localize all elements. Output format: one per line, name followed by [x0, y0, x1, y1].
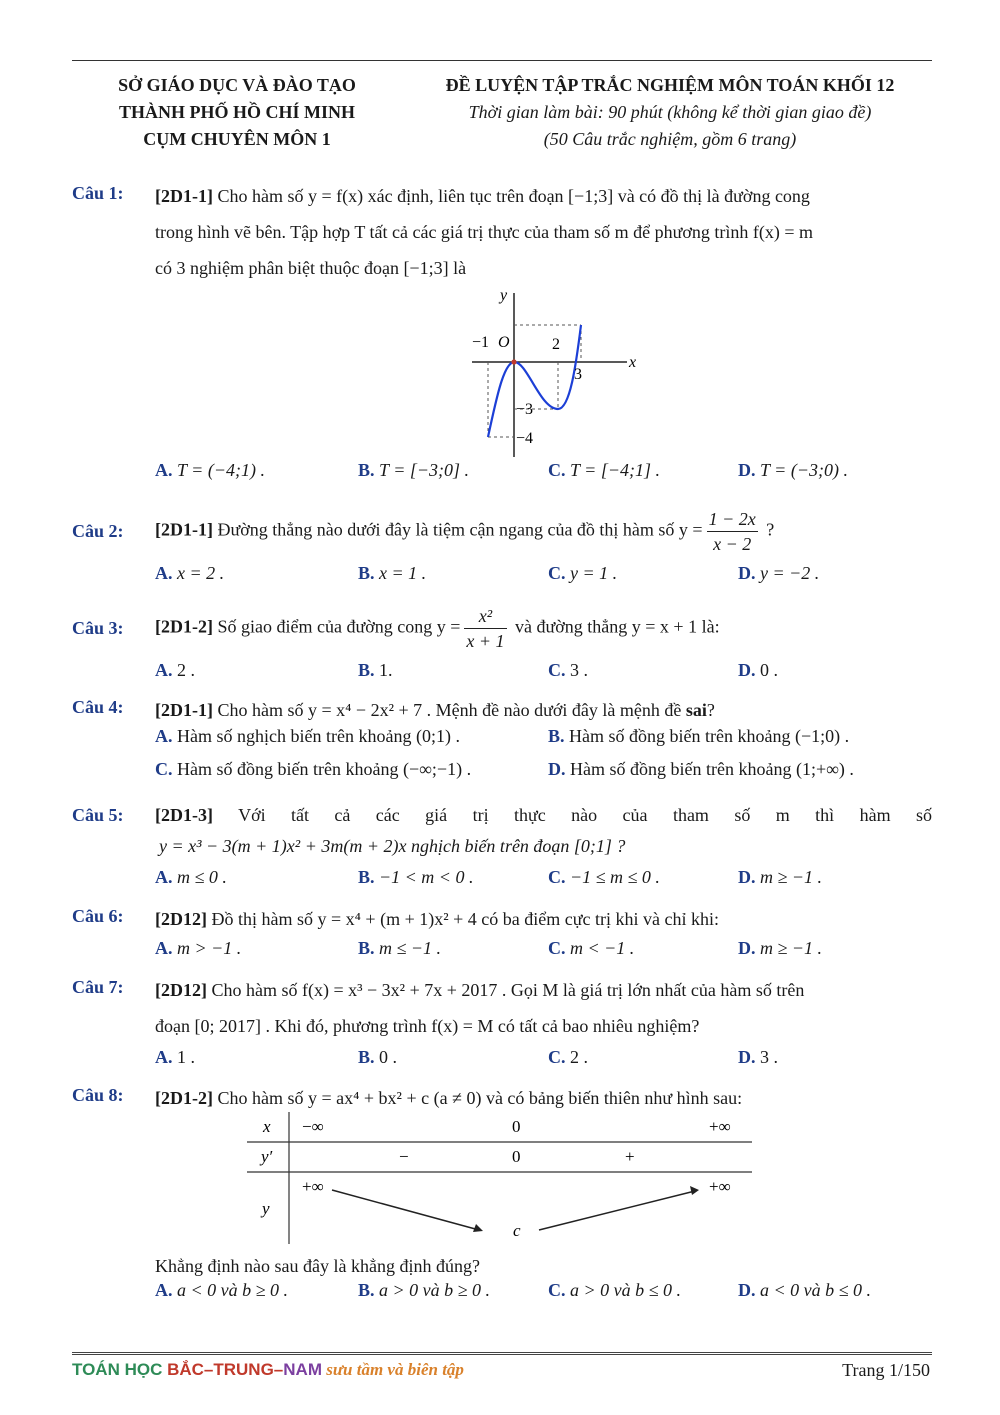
variation-table	[247, 1112, 757, 1247]
option-text: a > 0 và b ≤ 0 .	[565, 1280, 682, 1300]
option-text: x = 1 .	[374, 563, 427, 583]
option-text: Hàm số đồng biến trên khoảng (1;+∞) .	[565, 759, 854, 779]
row-label-yprime: y′	[261, 1147, 273, 1166]
y-axis-label: y	[500, 287, 508, 304]
option-letter: C.	[548, 563, 566, 583]
option-letter: A.	[155, 867, 173, 887]
option-letter: A.	[155, 563, 173, 583]
option-letter: D.	[738, 460, 756, 480]
option-row-1	[155, 726, 932, 759]
header-left	[72, 72, 402, 153]
x-axis-label: x	[629, 354, 637, 371]
option-d[interactable]	[738, 867, 822, 888]
y-val-min: c	[513, 1221, 521, 1240]
question-text	[155, 901, 932, 937]
option-text: Hàm số đồng biến trên khoảng (−∞;−1) .	[172, 759, 472, 779]
question-tail: ?	[706, 700, 715, 720]
question-text-main: Cho hàm số y = ax⁴ + bx² + c (a ≠ 0) và có bảng biến thiên như hình sau:	[212, 1088, 743, 1108]
question-number: Câu 7:	[72, 977, 124, 997]
question-number: Câu 3:	[72, 618, 124, 638]
option-letter: D.	[738, 1047, 756, 1067]
option-text: 3 .	[755, 1047, 778, 1067]
question-text-main: Cho hàm số y = x⁴ − 2x² + 7 . Mệnh đề nào dưới đây là mệnh đề	[212, 700, 686, 720]
option-letter: C.	[548, 660, 566, 680]
option-d[interactable]	[738, 1280, 871, 1301]
question-text	[155, 1080, 932, 1116]
question-line-1-text: Cho hàm số y = f(x) xác định, liên tục trên đoạn [−1;3] và có đồ thị là đường cong	[212, 186, 810, 206]
question-tag: [2D1-1]	[155, 519, 213, 540]
option-letter: C.	[155, 759, 173, 779]
emphasis-sai: sai	[685, 700, 707, 720]
x-val-zero: 0	[512, 1117, 521, 1136]
option-letter: B.	[358, 1047, 375, 1067]
option-b[interactable]	[358, 460, 469, 481]
option-letter: A.	[155, 460, 173, 480]
answer-options	[155, 726, 932, 792]
option-text: 2 .	[172, 660, 195, 680]
option-b[interactable]	[358, 1047, 397, 1068]
question-number: Câu 4:	[72, 697, 124, 717]
tick-3: 3	[574, 366, 582, 383]
option-letter: D.	[738, 660, 756, 680]
option-text: Hàm số đồng biến trên khoảng (−1;0) .	[564, 726, 850, 746]
option-letter: B.	[358, 867, 375, 887]
option-text: −1 ≤ m ≤ 0 .	[565, 867, 660, 887]
option-text: Hàm số nghịch biến trên khoảng (0;1) .	[172, 726, 460, 746]
option-text: 2 .	[565, 1047, 588, 1067]
answer-options	[155, 660, 932, 690]
option-d[interactable]	[738, 660, 778, 681]
fraction-denominator: x − 2	[713, 534, 752, 554]
question-tag: [2D1-2]	[155, 1088, 213, 1108]
decreasing-arrowhead	[473, 1224, 483, 1232]
question-3	[72, 602, 932, 687]
option-a[interactable]	[155, 1280, 288, 1301]
origin-label: O	[498, 334, 510, 351]
option-c[interactable]	[548, 660, 588, 681]
option-a[interactable]	[155, 726, 460, 747]
y-val-left: +∞	[302, 1177, 324, 1196]
option-c[interactable]	[548, 460, 660, 481]
option-letter: A.	[155, 1047, 173, 1067]
option-text: y = −2 .	[755, 563, 820, 583]
option-b[interactable]	[358, 660, 393, 681]
option-c[interactable]	[548, 938, 634, 959]
header-right	[410, 72, 930, 153]
option-letter: B.	[358, 938, 375, 958]
option-text: m < −1 .	[565, 938, 635, 958]
option-text: m ≥ −1 .	[755, 938, 823, 958]
option-b[interactable]	[358, 563, 426, 584]
option-letter: C.	[548, 1047, 566, 1067]
origin-point	[511, 359, 516, 364]
tick-neg3: −3	[516, 401, 534, 418]
y-val-right: +∞	[709, 1177, 731, 1196]
fraction-numerator: x²	[464, 604, 506, 629]
question-tag: [2D12]	[155, 980, 207, 1000]
question-5	[72, 802, 932, 897]
page-number: Trang 1/150	[842, 1360, 930, 1380]
option-a[interactable]	[155, 1047, 195, 1068]
option-letter: B.	[358, 460, 375, 480]
option-b[interactable]	[548, 726, 849, 747]
question-prompt: Khẳng định nào sau đây là khẳng định đúng?	[155, 1256, 480, 1276]
function-graph	[452, 285, 642, 460]
exam-info: (50 Câu trắc nghiệm, gồm 6 trang)	[543, 129, 797, 149]
footer-brand-part-2: BẮC–TRUNG–	[167, 1360, 284, 1379]
option-d[interactable]	[738, 938, 822, 959]
option-c[interactable]	[155, 759, 471, 780]
question-tail: và đường thẳng y = x + 1 là:	[510, 616, 720, 637]
question-line-1	[155, 972, 932, 1008]
question-line-1-text: Cho hàm số f(x) = x³ − 3x² + 7x + 2017 . Gọi M là giá trị lớn nhất của hàm số trên	[207, 980, 805, 1000]
question-line-2: y = x³ − 3(m + 1)x² + 3m(m + 2)x nghịch biến trên đoạn [0;1] ?	[159, 836, 626, 856]
question-number: Câu 8:	[72, 1085, 124, 1105]
option-letter: B.	[358, 563, 375, 583]
option-text: 1 .	[172, 1047, 195, 1067]
option-text: 0 .	[755, 660, 778, 680]
option-a[interactable]	[155, 938, 241, 959]
option-letter: D.	[738, 563, 756, 583]
answer-options	[155, 938, 932, 968]
option-letter: C.	[548, 1280, 566, 1300]
option-letter: B.	[358, 1280, 375, 1300]
question-4	[72, 694, 932, 794]
option-b[interactable]	[358, 938, 441, 959]
fraction	[464, 604, 506, 653]
option-text: 1.	[374, 660, 393, 680]
answer-options	[155, 460, 932, 490]
question-number: Câu 6:	[72, 906, 124, 926]
option-d[interactable]	[738, 1047, 778, 1068]
option-c[interactable]	[548, 1047, 588, 1068]
increasing-arrowhead	[690, 1186, 699, 1195]
option-row-2	[155, 759, 932, 792]
question-tag: [2D1-1]	[155, 186, 213, 206]
footer-brand-part-4: sưu tầm và biên tập	[321, 1360, 464, 1379]
question-line-1	[155, 178, 932, 214]
top-rule	[72, 60, 932, 61]
question-tag: [2D1-1]	[155, 700, 213, 720]
x-val-pos-inf: +∞	[709, 1117, 731, 1136]
option-d[interactable]	[738, 563, 819, 584]
question-text-main: Đường thẳng nào dưới đây là tiệm cận ngang của đồ thị hàm số y =	[212, 519, 703, 540]
answer-options	[155, 867, 932, 897]
fraction	[707, 507, 758, 556]
option-text: x = 2 .	[172, 563, 225, 583]
question-line-3: có 3 nghiệm phân biệt thuộc đoạn [−1;3] là	[155, 258, 467, 278]
question-8	[72, 1082, 932, 1312]
option-text: m ≤ −1 .	[374, 938, 442, 958]
question-text	[155, 507, 932, 556]
footer-brand-part-1: TOÁN HỌC	[72, 1360, 168, 1379]
question-line-1-text: Với tất cả các giá trị thực nào của tham số m thì hàm số	[212, 805, 932, 825]
option-letter: C.	[548, 938, 566, 958]
question-text-main: Đồ thị hàm số y = x⁴ + (m + 1)x² + 4 có ba điểm cực trị khi và chỉ khi:	[207, 909, 719, 929]
option-a[interactable]	[155, 563, 224, 584]
option-letter: D.	[738, 938, 756, 958]
fraction-denominator: x + 1	[466, 631, 505, 651]
footer-brand-part-3: NAM	[283, 1360, 322, 1379]
question-number: Câu 2:	[72, 521, 124, 541]
option-letter: C.	[548, 460, 566, 480]
question-text	[155, 604, 932, 653]
exam-duration: Thời gian làm bài: 90 phút (không kể thời gian giao đề)	[468, 102, 872, 122]
option-c[interactable]	[548, 867, 660, 888]
question-line-2: đoạn [0; 2017] . Khi đó, phương trình f(x) = M có tất cả bao nhiêu nghiệm?	[155, 1016, 700, 1036]
option-letter: A.	[155, 938, 173, 958]
option-letter: B.	[548, 726, 565, 746]
exam-title: ĐỀ LUYỆN TẬP TRẮC NGHIỆM MÔN TOÁN KHỐI 12	[445, 75, 895, 95]
option-text: T = (−3;0) .	[755, 460, 848, 480]
option-c[interactable]	[548, 1280, 681, 1301]
question-text-main: Số giao điểm của đường cong y =	[212, 616, 461, 637]
answer-options	[155, 1280, 932, 1310]
row-label-x: x	[263, 1117, 271, 1136]
option-letter: C.	[548, 867, 566, 887]
option-text: m ≥ −1 .	[755, 867, 823, 887]
x-val-neg-inf: −∞	[302, 1117, 324, 1136]
question-text	[155, 692, 932, 728]
option-text: m ≤ 0 .	[172, 867, 227, 887]
yprime-sign-neg: −	[399, 1147, 409, 1166]
question-tag: [2D12]	[155, 909, 207, 929]
question-line-2: trong hình vẽ bên. Tập hợp T tất cả các giá trị thực của tham số m để phương trình f(x) = m	[155, 222, 814, 242]
question-1	[72, 180, 932, 490]
option-text: a > 0 và b ≥ 0 .	[374, 1280, 491, 1300]
header-left-line-2: THÀNH PHỐ HỒ CHÍ MINH	[118, 102, 355, 122]
option-a[interactable]	[155, 660, 195, 681]
option-letter: D.	[738, 1280, 756, 1300]
question-number: Câu 1:	[72, 183, 124, 203]
option-b[interactable]	[358, 1280, 490, 1301]
question-tag: [2D1-3]	[155, 805, 213, 825]
option-letter: B.	[358, 660, 375, 680]
option-text: a < 0 và b ≥ 0 .	[172, 1280, 289, 1300]
option-text: −1 < m < 0 .	[374, 867, 474, 887]
footer-brand	[72, 1360, 464, 1380]
option-text: a < 0 và b ≤ 0 .	[755, 1280, 872, 1300]
yprime-zero: 0	[512, 1147, 521, 1166]
option-letter: A.	[155, 1280, 173, 1300]
answer-options	[155, 563, 932, 593]
fraction-numerator: 1 − 2x	[707, 507, 758, 532]
increasing-arrow	[539, 1191, 695, 1230]
question-tail: ?	[761, 519, 775, 540]
question-6	[72, 903, 932, 973]
option-text: y = 1 .	[565, 563, 618, 583]
option-letter: D.	[738, 867, 756, 887]
question-text	[155, 178, 932, 286]
option-b[interactable]	[358, 867, 473, 888]
option-letter: D.	[548, 759, 566, 779]
tick-neg4: −4	[516, 430, 534, 447]
option-text: T = (−4;1) .	[172, 460, 265, 480]
question-number: Câu 5:	[72, 805, 124, 825]
row-label-y: y	[262, 1199, 270, 1218]
question-tag: [2D1-2]	[155, 616, 213, 637]
option-text: T = [−4;1] .	[565, 460, 660, 480]
decreasing-arrow	[332, 1190, 479, 1230]
option-text: T = [−3;0] .	[374, 460, 469, 480]
answer-options	[155, 1047, 932, 1077]
header-left-line-1: SỞ GIÁO DỤC VÀ ĐÀO TẠO	[118, 75, 356, 95]
option-d[interactable]	[738, 460, 848, 481]
option-text: m > −1 .	[172, 938, 242, 958]
question-7	[72, 974, 932, 1074]
yprime-sign-pos: +	[625, 1147, 635, 1166]
option-text: 3 .	[565, 660, 588, 680]
question-text	[155, 972, 932, 1044]
option-a[interactable]	[155, 460, 265, 481]
header-left-line-3: CỤM CHUYÊN MÔN 1	[143, 129, 331, 149]
question-text	[155, 800, 932, 862]
question-2	[72, 507, 932, 597]
option-text: 0 .	[374, 1047, 398, 1067]
tick-neg1: −1	[472, 334, 490, 351]
bottom-rule	[72, 1352, 932, 1355]
question-line-1	[155, 800, 932, 831]
option-d[interactable]	[548, 759, 854, 780]
tick-2: 2	[552, 336, 560, 353]
option-letter: A.	[155, 726, 173, 746]
option-letter: A.	[155, 660, 173, 680]
option-a[interactable]	[155, 867, 227, 888]
option-c[interactable]	[548, 563, 617, 584]
